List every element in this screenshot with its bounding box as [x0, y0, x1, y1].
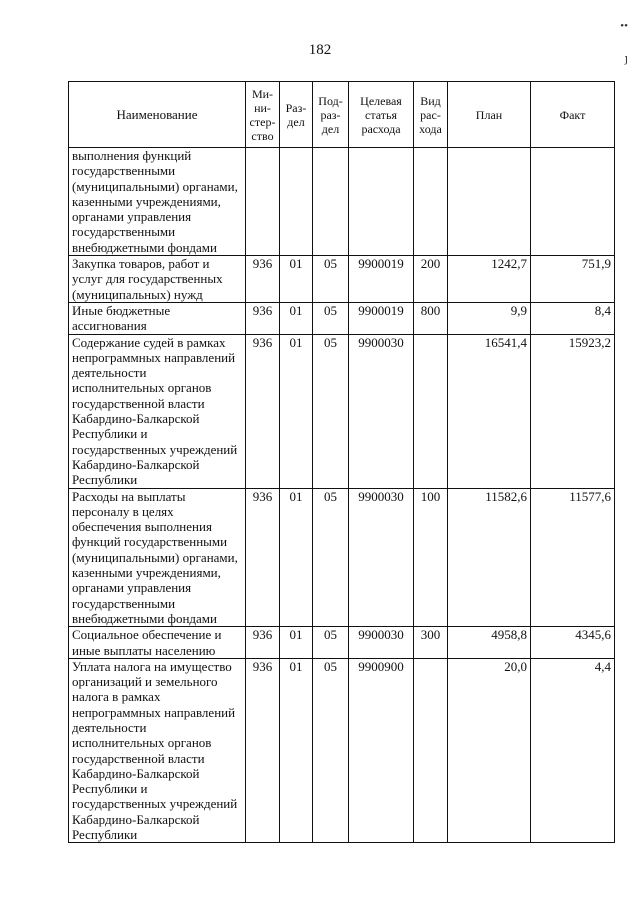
row-target-item: [349, 148, 414, 256]
header-subsection: Под- раз- дел: [313, 82, 349, 148]
row-fact: 8,4: [531, 302, 615, 334]
header-expense-type: Вид рас- хода: [414, 82, 448, 148]
row-subsection: 05: [313, 302, 349, 334]
row-expense-type: [414, 658, 448, 843]
row-ministry: 936: [246, 334, 280, 488]
header-target-item: Целевая статья расхода: [349, 82, 414, 148]
row-section: 01: [280, 302, 313, 334]
row-target-item: 9900019: [349, 302, 414, 334]
header-fact: Факт: [531, 82, 615, 148]
row-fact: [531, 148, 615, 256]
header-ministry: Ми- ни- стер- ство: [246, 82, 280, 148]
table-row: [69, 302, 615, 334]
table-row: [69, 256, 615, 303]
row-fact: 4,4: [531, 658, 615, 843]
row-name: Социальное обеспечение и иные выплаты населению: [69, 627, 246, 659]
row-fact: 4345,6: [531, 627, 615, 659]
row-fact: 751,9: [531, 256, 615, 303]
row-name: Расходы на выплаты персоналу в целях обеспечения выполнения функций государственными (муниципальными) органами, казенными учреждениями, органами управления государственными внебюджетными фондами: [69, 488, 246, 627]
row-section: 01: [280, 488, 313, 627]
row-target-item: 9900030: [349, 488, 414, 627]
row-fact: 11577,6: [531, 488, 615, 627]
row-expense-type: [414, 148, 448, 256]
row-plan: 1242,7: [448, 256, 531, 303]
row-section: 01: [280, 658, 313, 843]
table-row: [69, 488, 615, 627]
row-expense-type: 200: [414, 256, 448, 303]
row-plan: 20,0: [448, 658, 531, 843]
table-row: [69, 148, 615, 256]
row-ministry: [246, 148, 280, 256]
row-expense-type: [414, 334, 448, 488]
row-subsection: [313, 148, 349, 256]
row-name: Иные бюджетные ассигнования: [69, 302, 246, 334]
row-ministry: 936: [246, 658, 280, 843]
row-section: [280, 148, 313, 256]
budget-table: [68, 81, 615, 843]
row-target-item: 9900030: [349, 334, 414, 488]
row-ministry: 936: [246, 627, 280, 659]
row-name: Закупка товаров, работ и услуг для государственных (муниципальных) нужд: [69, 256, 246, 303]
row-fact: 15923,2: [531, 334, 615, 488]
row-ministry: 936: [246, 256, 280, 303]
header-name: Наименование: [69, 82, 246, 148]
row-plan: 16541,4: [448, 334, 531, 488]
row-ministry: 936: [246, 488, 280, 627]
page-number: 182: [308, 42, 332, 58]
row-plan: 11582,6: [448, 488, 531, 627]
header-plan: План: [448, 82, 531, 148]
row-plan: 4958,8: [448, 627, 531, 659]
row-plan: 9,9: [448, 302, 531, 334]
table-row: [69, 658, 615, 843]
row-target-item: 9900019: [349, 256, 414, 303]
margin-mark: յ: [624, 53, 628, 65]
row-target-item: 9900030: [349, 627, 414, 659]
row-section: 01: [280, 627, 313, 659]
row-name: Содержание судей в рамках непрограммных направлений деятельности исполнительных органов государственной власти Кабардино-Балкарской Республики и государственных учреждений Кабардино-Балкарской Республики: [69, 334, 246, 488]
row-subsection: 05: [313, 334, 349, 488]
table-header-row: [69, 82, 615, 148]
row-section: 01: [280, 256, 313, 303]
row-subsection: 05: [313, 627, 349, 659]
row-expense-type: 300: [414, 627, 448, 659]
row-expense-type: 100: [414, 488, 448, 627]
table-row: [69, 627, 615, 659]
header-section: Раз- дел: [280, 82, 313, 148]
row-subsection: 05: [313, 488, 349, 627]
row-name: Уплата налога на имущество организаций и земельного налога в рамках непрограммных направлений деятельности исполнительных органов государственной власти Кабардино-Балкарской Республики и государственных учреждений Кабардино-Балкарской Республики: [69, 658, 246, 843]
row-name: выполнения функций государственными (муниципальными) органами, казенными учреждениями, органами управления государственными внебюджетными фондами: [69, 148, 246, 256]
margin-mark: ••: [620, 20, 628, 32]
row-plan: [448, 148, 531, 256]
row-section: 01: [280, 334, 313, 488]
row-subsection: 05: [313, 256, 349, 303]
row-ministry: 936: [246, 302, 280, 334]
row-subsection: 05: [313, 658, 349, 843]
table-row: [69, 334, 615, 488]
row-target-item: 9900900: [349, 658, 414, 843]
row-expense-type: 800: [414, 302, 448, 334]
